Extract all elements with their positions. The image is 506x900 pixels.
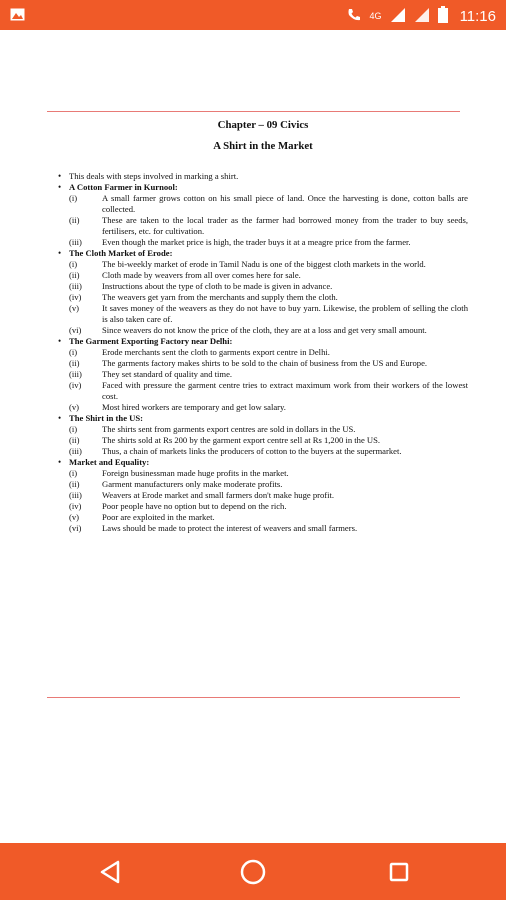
item-number: (i)	[69, 259, 78, 269]
chapter-heading: Chapter – 09 Civics	[217, 119, 309, 131]
intro-text: This deals with steps involved in marking a shirt.	[69, 171, 239, 181]
list-item	[69, 358, 468, 369]
sections-container	[58, 182, 468, 534]
signal-icon	[414, 7, 430, 26]
list-item	[69, 237, 468, 248]
network-label: 4G	[369, 11, 382, 21]
list-item	[69, 501, 468, 512]
item-text: Faced with pressure the garment centre tries to extract maximum work from their workers of the lowest cost.	[102, 380, 468, 401]
item-number: (i)	[69, 347, 78, 357]
item-number: (ii)	[69, 435, 80, 445]
item-number: (v)	[69, 303, 80, 313]
section-item-list	[69, 193, 468, 248]
item-text: Thus, a chain of markets links the producers of cotton to the buyers at the supermarket.	[102, 446, 402, 456]
item-number: (v)	[69, 402, 80, 412]
list-item	[69, 446, 468, 457]
section	[58, 182, 468, 248]
item-number: (iii)	[69, 281, 82, 291]
section-item-list	[69, 424, 468, 457]
item-text: Cloth made by weavers from all over comes here for sale.	[102, 270, 301, 280]
item-number: (i)	[69, 193, 78, 203]
item-text: Instructions about the type of cloth to be made is given in advance.	[102, 281, 333, 291]
navigation-bar	[0, 843, 506, 900]
item-number: (iii)	[69, 237, 82, 247]
list-item	[69, 215, 468, 237]
item-number: (ii)	[69, 479, 80, 489]
item-text: The garments factory makes shirts to be sold to the chain of business from the US and Europe.	[102, 358, 428, 368]
list-item	[69, 523, 468, 534]
list-item	[69, 512, 468, 523]
document-page	[58, 118, 468, 534]
item-text: A small farmer grows cotton on his small piece of land. Once the harvesting is done, cotton balls are collected.	[102, 193, 468, 214]
item-text: The weavers get yarn from the merchants and supply them the cloth.	[102, 292, 338, 302]
signal-icon	[390, 7, 406, 26]
item-number: (i)	[69, 424, 78, 434]
battery-icon	[438, 6, 448, 26]
item-text: Weavers at Erode market and small farmers don't make huge profit.	[102, 490, 335, 500]
item-number: (v)	[69, 512, 80, 522]
list-item	[69, 292, 468, 303]
item-text: Most hired workers are temporary and get low salary.	[102, 402, 286, 412]
list-item	[69, 435, 468, 446]
list-item	[69, 347, 468, 358]
bullet-icon: •	[58, 457, 62, 467]
bullet-icon: •	[58, 171, 62, 181]
status-bar	[0, 0, 506, 30]
page-bottom-rule	[47, 697, 460, 698]
section-item-list	[69, 347, 468, 413]
list-item	[69, 468, 468, 479]
item-text: The shirts sold at Rs 200 by the garment export centre sell at Rs 1,200 in the US.	[102, 435, 381, 445]
list-item	[69, 490, 468, 501]
item-number: (ii)	[69, 215, 80, 225]
item-text: It saves money of the weavers as they do not have to buy yarn. Likewise, the problem of selling the cloth is also taken care of.	[102, 303, 468, 324]
intro-line	[58, 171, 468, 182]
bullet-icon: •	[58, 182, 62, 192]
image-icon	[10, 8, 25, 26]
list-item	[69, 424, 468, 435]
item-text: Poor people have no option but to depend on the rich.	[102, 501, 287, 511]
item-text: The shirts sent from garments export centres are sold in dollars in the US.	[102, 424, 356, 434]
item-number: (iii)	[69, 446, 82, 456]
item-text: Poor are exploited in the market.	[102, 512, 215, 522]
item-text: Since weavers do not know the price of the cloth, they are at a loss and get very small amount.	[102, 325, 427, 335]
list-item	[69, 303, 468, 325]
item-number: (iv)	[69, 380, 82, 390]
section-heading: The Cloth Market of Erode:	[69, 248, 173, 258]
bullet-icon: •	[58, 336, 62, 346]
item-number: (ii)	[69, 270, 80, 280]
item-number: (i)	[69, 468, 78, 478]
item-text: These are taken to the local trader as the farmer had borrowed money from the trader to buy seeds, fertilisers, etc. for cultivation.	[102, 215, 468, 236]
list-item	[69, 193, 468, 215]
page-title: A Shirt in the Market	[213, 140, 313, 152]
section-heading: Market and Equality:	[69, 457, 150, 467]
item-text: Erode merchants sent the cloth to garments export centre in Delhi.	[102, 347, 330, 357]
list-item	[69, 402, 468, 413]
section	[58, 413, 468, 457]
item-number: (iv)	[69, 292, 82, 302]
item-text: They set standard of quality and time.	[102, 369, 233, 379]
section-heading: The Shirt in the US:	[69, 413, 144, 423]
bullet-icon: •	[58, 248, 62, 258]
recent-apps-icon[interactable]	[384, 857, 414, 887]
wifi-call-icon	[346, 7, 362, 26]
item-text: Even though the market price is high, the trader buys it at a meagre price from the farmer.	[102, 237, 411, 247]
item-number: (vi)	[69, 325, 82, 335]
list-item	[69, 281, 468, 292]
list-item	[69, 369, 468, 380]
section	[58, 336, 468, 413]
page-top-rule	[47, 111, 460, 112]
list-item	[69, 270, 468, 281]
item-text: The bi-weekly market of erode in Tamil Nadu is one of the biggest cloth markets in the world.	[102, 259, 426, 269]
section-item-list	[69, 468, 468, 534]
clock: 11:16	[459, 7, 496, 25]
section	[58, 248, 468, 336]
back-icon[interactable]	[96, 857, 126, 887]
section-item-list	[69, 259, 468, 336]
list-item	[69, 380, 468, 402]
section	[58, 457, 468, 534]
item-text: Laws should be made to protect the interest of weavers and small farmers.	[102, 523, 358, 533]
bullet-icon: •	[58, 413, 62, 423]
list-item	[69, 325, 468, 336]
item-number: (ii)	[69, 358, 80, 368]
list-item	[69, 259, 468, 270]
section-heading: The Garment Exporting Factory near Delhi:	[69, 336, 233, 346]
item-number: (vi)	[69, 523, 82, 533]
home-icon[interactable]	[238, 857, 268, 887]
item-number: (iii)	[69, 490, 82, 500]
section-heading: A Cotton Farmer in Kurnool:	[69, 182, 178, 192]
item-text: Foreign businessman made huge profits in the market.	[102, 468, 289, 478]
item-number: (iv)	[69, 501, 82, 511]
item-text: Garment manufacturers only make moderate profits.	[102, 479, 283, 489]
item-number: (iii)	[69, 369, 82, 379]
list-item	[69, 479, 468, 490]
